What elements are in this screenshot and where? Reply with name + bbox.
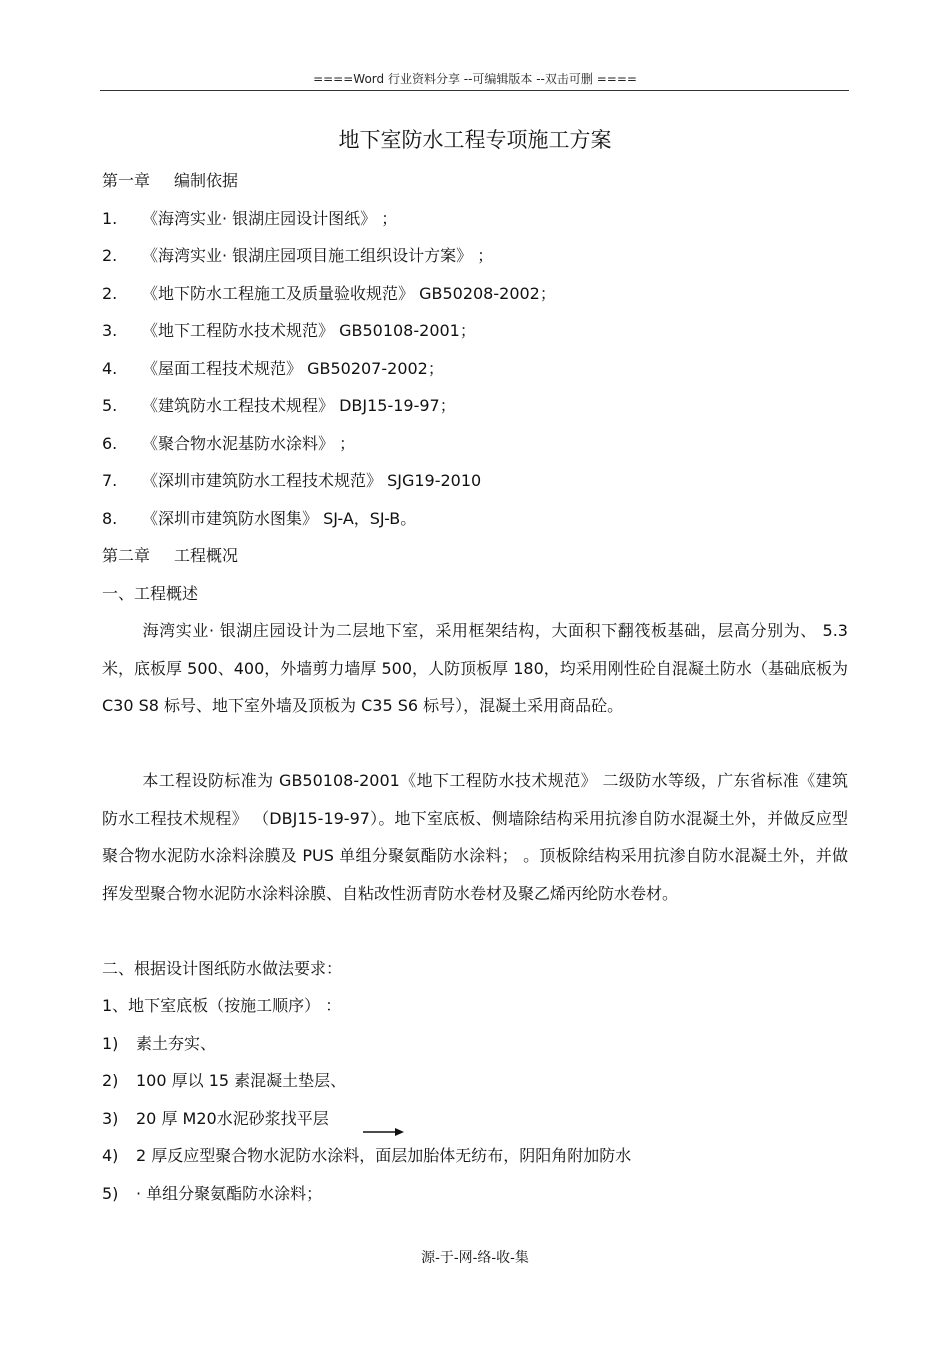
- overview-text: 海湾实业· 银湖庄园设计为二层地下室，采用框架结构，大面积下翻筏板基础，层高分别为、 5.3 米，底板厚 500、400，外墙剪力墙厚 500，人防顶板厚 180，均采用刚性砼自混凝土防水（基础底板为 C30 S8 标号、地下室外墙及顶板为 C35 S6 标号），混凝土采用商品砼。: [102, 621, 848, 715]
- step-number: 4): [102, 1146, 119, 1165]
- section2-heading: 二、根据设计图纸防水做法要求：: [102, 959, 343, 978]
- ref-item: [102, 208, 397, 230]
- ref-item: [102, 395, 456, 417]
- ref-item: [102, 358, 444, 380]
- chapter2-label: 第二章: [102, 546, 151, 565]
- ref-item: [102, 470, 481, 492]
- standard-paragraph: [102, 762, 848, 912]
- ref-number: 2.: [102, 246, 118, 265]
- step-text: 素土夯实、: [136, 1034, 217, 1053]
- ref-text: 《深圳市建筑防水工程技术规范》 SJG19-2010: [142, 471, 482, 490]
- chapter2-name: 工程概况: [174, 546, 239, 565]
- header-rule: [100, 90, 849, 91]
- subsection-heading: 1、地下室底板（按施工顺序） ：: [102, 996, 342, 1015]
- page-footer: 源-于-网-络-收-集: [421, 1250, 529, 1266]
- chapter1-label: 第一章: [102, 171, 151, 190]
- step-item: [102, 1145, 631, 1167]
- ref-text: 《海湾实业· 银湖庄园项目施工组织设计方案》 ；: [142, 246, 494, 265]
- ref-text: 《海湾实业· 银湖庄园设计图纸》 ；: [142, 209, 398, 228]
- ref-item: [102, 433, 355, 455]
- ref-text: 《屋面工程技术规范》 GB50207-2002；: [142, 359, 444, 378]
- ref-number: 2.: [102, 284, 118, 303]
- ref-number: 1.: [102, 209, 118, 228]
- ref-text: 《地下防水工程施工及质量验收规范》 GB50208-2002；: [142, 284, 556, 303]
- ref-number: 8.: [102, 509, 118, 528]
- ref-item: [102, 508, 416, 530]
- chapter1-name: 编制依据: [174, 171, 239, 190]
- ref-text: 《聚合物水泥基防水涂料》 ；: [142, 434, 356, 453]
- document-title: 地下室防水工程专项施工方案: [338, 128, 612, 152]
- step-text: 20 厚 M20水泥砂浆找平层: [136, 1109, 329, 1128]
- step-text: · 单组分聚氨酯防水涂料；: [136, 1184, 323, 1203]
- step-number: 2): [102, 1071, 119, 1090]
- ref-item: [102, 283, 556, 305]
- step-item: [102, 1108, 329, 1130]
- page-header: ====Word 行业资料分享 --可编辑版本 --双击可删 ====: [313, 72, 637, 86]
- section1-heading: 一、工程概述: [102, 584, 199, 603]
- step-item: [102, 1033, 216, 1055]
- step-text: 2 厚反应型聚合物水泥防水涂料，面层加胎体无纺布，阴阳角附加防水: [136, 1146, 632, 1165]
- step-item: [102, 1070, 346, 1092]
- ref-number: 3.: [102, 321, 118, 340]
- ref-number: 5.: [102, 396, 118, 415]
- step-text: 100 厚以 15 素混凝土垫层、: [136, 1071, 347, 1090]
- ref-text: 《地下工程防水技术规范》 GB50108-2001；: [142, 321, 476, 340]
- chapter2-heading: [102, 545, 238, 567]
- arrow-right-icon: [362, 1125, 406, 1139]
- ref-number: 4.: [102, 359, 118, 378]
- chapter1-heading: [102, 170, 238, 192]
- ref-text: 《建筑防水工程技术规程》 DBJ15-19-97；: [142, 396, 456, 415]
- step-number: 5): [102, 1184, 119, 1203]
- overview-paragraph: [102, 612, 848, 725]
- step-number: 1): [102, 1034, 119, 1053]
- step-number: 3): [102, 1109, 119, 1128]
- ref-text: 《深圳市建筑防水图集》 SJ-A，SJ-B。: [142, 509, 417, 528]
- ref-number: 6.: [102, 434, 118, 453]
- ref-number: 7.: [102, 471, 118, 490]
- ref-item: [102, 245, 493, 267]
- step-item: [102, 1183, 322, 1205]
- ref-item: [102, 320, 476, 342]
- standard-text: 本工程设防标准为 GB50108-2001《地下工程防水技术规范》 二级防水等级，广东省标准《建筑防水工程技术规程》 （DBJ15-19-97）。地下室底板、侧墙除结构采用抗渗自防水混凝土外，并做反应型聚合物水泥防水涂料涂膜及 PUS 单组分聚氨酯防水涂料； 。顶板除结构采用抗渗自防水混凝土外，并做挥发型聚合物水泥防水涂料涂膜、自粘改性沥青防水卷材及聚乙烯丙纶防水卷材。: [102, 771, 848, 903]
